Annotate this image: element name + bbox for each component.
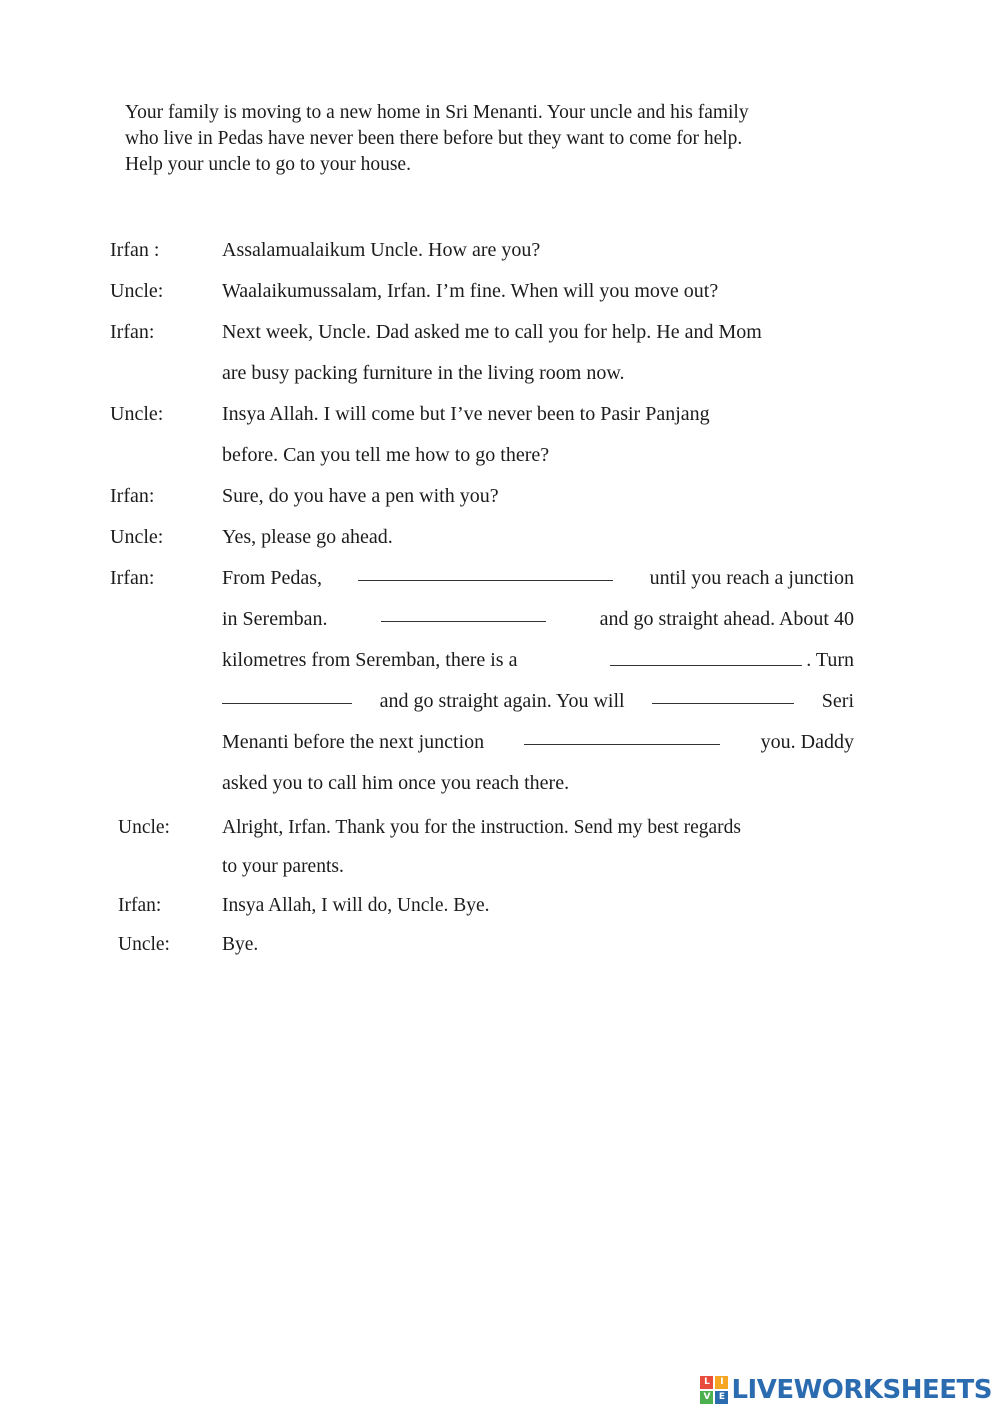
dialogue-turn (118, 886, 868, 925)
speech-text (222, 925, 854, 964)
dialogue-turn (110, 271, 860, 312)
speaker-label: Uncle: (110, 280, 164, 302)
speech-line: Waalaikumussalam, Irfan. I’m fine. When will you move out? (222, 280, 719, 302)
speaker-label: Irfan: (110, 321, 155, 343)
speech-text (222, 517, 854, 558)
speech-line: to your parents. (222, 856, 344, 877)
text-segment: until you reach a junction (649, 567, 854, 589)
dialogue-turn (110, 517, 860, 558)
intro-line: Your family is moving to a new home in Sri Menanti. Your uncle and his family (125, 102, 749, 123)
speech-line: Alright, Irfan. Thank you for the instruction. Send my best regards (222, 817, 741, 838)
text-segment: you. Daddy (760, 731, 854, 753)
directions-line (222, 640, 854, 681)
directions-line: asked you to call him once you reach there. (222, 772, 570, 794)
speech-text (222, 808, 854, 886)
speech-line: Bye. (222, 934, 259, 955)
speaker-label: Uncle: (110, 403, 164, 425)
speaker-label: Irfan: (118, 895, 162, 916)
directions-line (222, 558, 854, 599)
badge-letter: V (700, 1391, 713, 1404)
speech-line: Next week, Uncle. Dad asked me to call you for help. He and Mom (222, 321, 762, 343)
speech-text (222, 230, 854, 271)
text-segment: Seri (821, 690, 854, 712)
badge-letter: E (715, 1391, 728, 1404)
dialogue-turn (110, 476, 860, 517)
speech-line: Sure, do you have a pen with you? (222, 485, 499, 507)
speaker-label: Uncle: (110, 526, 164, 548)
dialogue-turn (118, 808, 868, 886)
dialogue-turn (110, 394, 860, 476)
speech-text (222, 271, 854, 312)
speech-line: Insya Allah, I will do, Uncle. Bye. (222, 895, 490, 916)
speaker-label: Uncle: (118, 817, 170, 838)
intro-paragraph (125, 100, 860, 178)
text-segment: and go straight ahead. About 40 (599, 608, 854, 630)
intro-line: Help your uncle to go to your house. (125, 154, 411, 175)
answer-blank-6[interactable] (524, 722, 720, 745)
speaker-label: Irfan : (110, 239, 160, 261)
answer-blank-2[interactable] (381, 599, 546, 622)
speech-line: are busy packing furniture in the living room now. (222, 362, 625, 384)
directions-turn (110, 558, 860, 804)
directions-line (222, 722, 854, 763)
text-segment: From Pedas, (222, 567, 322, 589)
speech-text (222, 476, 854, 517)
directions-text (222, 558, 854, 804)
text-segment: and go straight again. You will (379, 690, 625, 712)
answer-blank-1[interactable] (358, 558, 613, 581)
dialogue-turn (118, 925, 868, 964)
directions-line (222, 681, 854, 722)
liveworksheets-logo (700, 1373, 992, 1407)
speaker-label: Irfan: (110, 485, 155, 507)
speaker-label: Uncle: (118, 934, 170, 955)
dialogue-turn (110, 312, 860, 394)
directions-line (222, 599, 854, 640)
speech-line: Yes, please go ahead. (222, 526, 393, 548)
brand-text: LIVEWORKSHEETS (731, 1375, 992, 1405)
speech-line: before. Can you tell me how to go there? (222, 444, 550, 466)
brand-badge-icon (700, 1376, 728, 1404)
answer-blank-5[interactable] (652, 681, 794, 704)
dialogue-turn (110, 230, 860, 271)
text-segment: kilometres from Seremban, there is a (222, 649, 518, 671)
text-segment: . Turn (806, 649, 854, 671)
intro-line: who live in Pedas have never been there before but they want to come for help. (125, 128, 743, 149)
speech-line: Assalamualaikum Uncle. How are you? (222, 239, 541, 261)
answer-blank-3[interactable] (610, 643, 802, 666)
speaker-label: Irfan: (110, 567, 155, 589)
speech-line: Insya Allah. I will come but I’ve never been to Pasir Panjang (222, 403, 710, 425)
badge-letter: L (700, 1376, 713, 1389)
speech-text (222, 312, 854, 394)
speech-text (222, 394, 854, 476)
badge-letter: I (715, 1376, 728, 1389)
text-segment: Menanti before the next junction (222, 731, 485, 753)
speech-text (222, 886, 854, 925)
text-segment: in Seremban. (222, 608, 328, 630)
answer-blank-4[interactable] (222, 681, 352, 704)
